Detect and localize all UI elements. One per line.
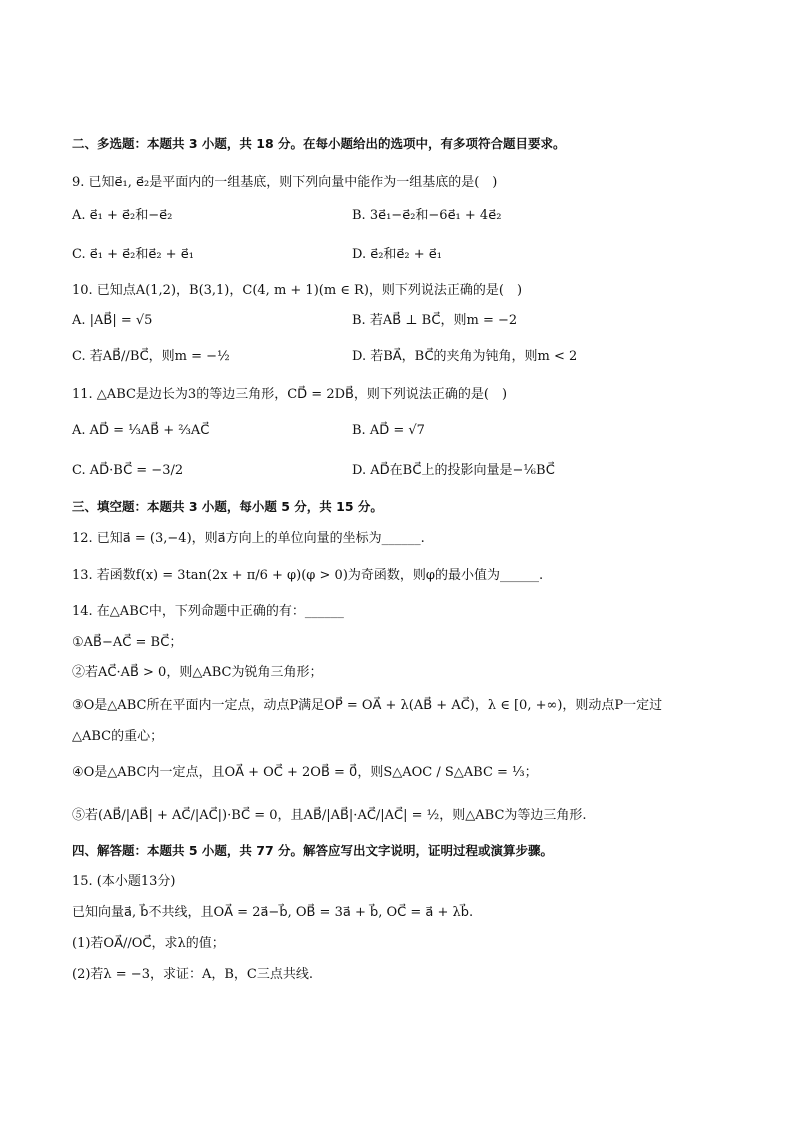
question-15-part-1: (1)若OA⃗//OC⃗，求λ的值； — [72, 936, 225, 951]
question-12-stem: 12. 已知a⃗ = (3,−4)，则a⃗方向上的单位向量的坐标为______. — [72, 531, 425, 546]
question-11-option-a: A. AD⃗ = ⅓AB⃗ + ⅔AC⃗ — [72, 423, 210, 438]
question-11-option-d: D. AD⃗在BC⃗上的投影向量是−⅙BC⃗ — [352, 463, 555, 478]
question-11-option-b: B. AD⃗ = √7 — [352, 423, 425, 438]
section-fill-blank-heading: 三、填空题：本题共 3 小题，每小题 5 分，共 15 分。 — [72, 499, 383, 514]
question-9-option-b: B. 3e⃗₁−e⃗₂和−6e⃗₁ + 4e⃗₂ — [352, 208, 502, 223]
question-10-option-c: C. 若AB⃗//BC⃗，则m = −½ — [72, 349, 230, 364]
section-answer-heading: 四、解答题：本题共 5 小题，共 77 分。解答应写出文字说明，证明过程或演算步骤。 — [72, 843, 554, 858]
question-15-part-2: (2)若λ = −3，求证：A，B，C三点共线. — [72, 967, 313, 982]
question-14-proposition-2: ②若AC⃗·AB⃗ > 0，则△ABC为锐角三角形； — [72, 665, 323, 680]
question-14-stem: 14. 在△ABC中，下列命题中正确的有：______ — [72, 604, 344, 619]
question-10-option-a: A. |AB⃗| = √5 — [72, 313, 153, 328]
question-10-option-b: B. 若AB⃗ ⊥ BC⃗，则m = −2 — [352, 313, 518, 328]
question-14-proposition-3-continued: △ABC的重心； — [72, 729, 164, 744]
question-14-proposition-1: ①AB⃗−AC⃗ = BC⃗； — [72, 635, 183, 650]
question-10-option-d: D. 若BA⃗，BC⃗的夹角为钝角，则m < 2 — [352, 349, 578, 364]
question-13-stem: 13. 若函数f(x) = 3tan(2x + π/6 + φ)(φ > 0)为奇函数，则φ的最小值为______. — [72, 568, 544, 583]
question-11-option-c: C. AD⃗·BC⃗ = −3/2 — [72, 463, 184, 478]
question-9-option-d: D. e⃗₂和e⃗₂ + e⃗₁ — [352, 247, 443, 262]
question-11-stem: 11. △ABC是边长为3的等边三角形，CD⃗ = 2DB⃗，则下列说法正确的是( ) — [72, 387, 508, 402]
question-15-given: 已知向量a⃗, b⃗不共线，且OA⃗ = 2a⃗−b⃗, OB⃗ = 3a⃗ + b⃗, OC⃗ = a⃗ + λb⃗. — [72, 905, 474, 920]
question-9-stem: 9. 已知e⃗₁, e⃗₂是平面内的一组基底，则下列向量中能作为一组基底的是( ) — [72, 175, 498, 190]
question-10-stem: 10. 已知点A(1,2)，B(3,1)，C(4, m + 1)(m ∈ R)，则下列说法正确的是( ) — [72, 283, 523, 298]
question-15-title: 15. (本小题13分) — [72, 874, 176, 889]
question-14-proposition-4: ④O是△ABC内一定点，且OA⃗ + OC⃗ + 2OB⃗ = 0⃗，则S△AOC / S△ABC = ⅓； — [72, 765, 538, 780]
question-9-option-a: A. e⃗₁ + e⃗₂和−e⃗₂ — [72, 208, 173, 223]
question-14-proposition-3: ③O是△ABC所在平面内一定点，动点P满足OP⃗ = OA⃗ + λ(AB⃗ + AC⃗)，λ ∈ [0, +∞)，则动点P一定过 — [72, 698, 663, 713]
section-multi-choice-heading: 二、多选题：本题共 3 小题，共 18 分。在每小题给出的选项中，有多项符合题目要求。 — [72, 136, 566, 151]
question-9-option-c: C. e⃗₁ + e⃗₂和e⃗₂ + e⃗₁ — [72, 247, 194, 262]
question-14-proposition-5: ⑤若(AB⃗/|AB⃗| + AC⃗/|AC⃗|)·BC⃗ = 0，且AB⃗/|AB⃗|·AC⃗/|AC⃗| = ½，则△ABC为等边三角形. — [72, 808, 587, 823]
